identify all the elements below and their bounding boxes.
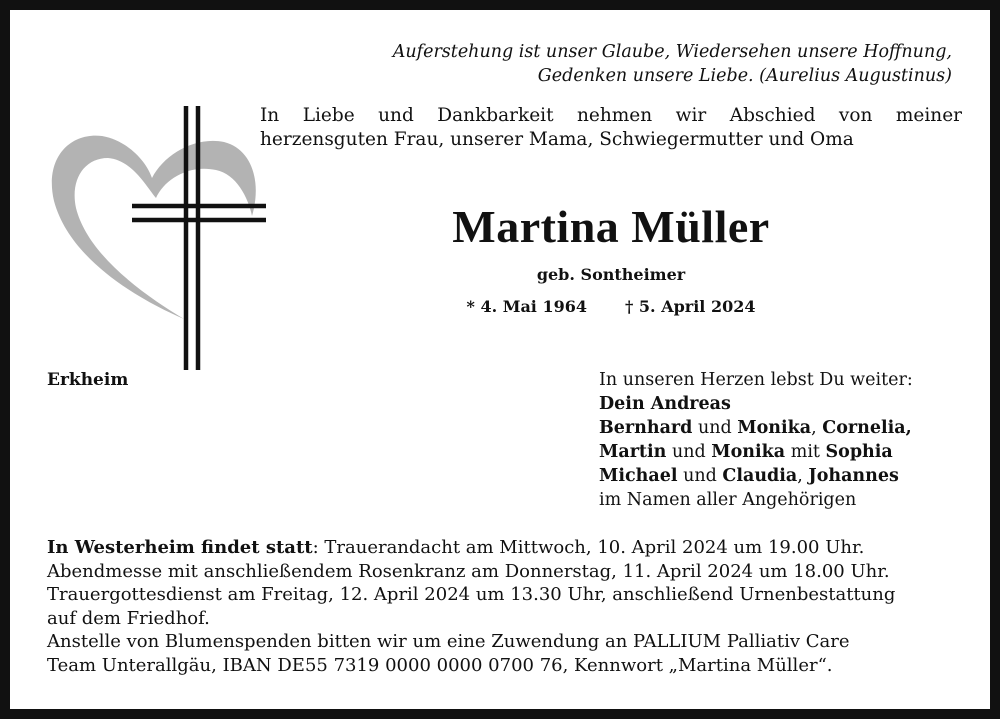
mourner-name: Sophia xyxy=(825,442,893,462)
heart-shape xyxy=(52,136,256,319)
place-name: Erkheim xyxy=(47,370,129,390)
intro-line-2: herzensguten Frau, unserer Mama, Schwiegermutter und Oma xyxy=(260,129,854,150)
service-text: : Trauerandacht am Mittwoch, 10. April 2024 um 19.00 Uhr. xyxy=(312,537,865,558)
connector-text: und xyxy=(666,442,712,462)
service-details xyxy=(47,536,977,677)
mourner-name: Cornelia, xyxy=(822,418,912,438)
quote-line-2: Gedenken unsere Liebe. (Aurelius Augustinus) xyxy=(537,66,952,86)
mourner-name: Monika xyxy=(711,442,786,462)
connector-text: und xyxy=(692,418,738,438)
mourners-line-1 xyxy=(599,392,913,416)
cross-shape xyxy=(132,106,266,370)
mourner-name: Monika xyxy=(737,418,812,438)
service-line-6: Team Unterallgäu, IBAN DE55 7319 0000 0000 0700 76, Kennwort „Martina Müller“. xyxy=(47,654,833,676)
connector-text: , xyxy=(797,466,809,486)
mourners-line-4 xyxy=(599,464,913,488)
connector-text: , xyxy=(811,418,823,438)
service-heading: In Westerheim findet statt xyxy=(47,537,313,558)
memorial-quote xyxy=(312,40,952,88)
connector-text: mit xyxy=(785,442,826,462)
quote-line-1: Auferstehung ist unser Glaube, Wiedersehen unsere Hoffnung, xyxy=(392,42,952,62)
mourners-list xyxy=(599,368,913,512)
farewell-intro xyxy=(260,104,962,152)
maiden-name: geb. Sontheimer xyxy=(536,265,686,284)
mourners-line-3 xyxy=(599,440,913,464)
mourners-lead: In unseren Herzen lebst Du weiter: xyxy=(599,370,913,390)
heart-cross-icon xyxy=(46,96,268,374)
death-date: † 5. April 2024 xyxy=(624,297,756,316)
mourner-name: Claudia xyxy=(722,466,798,486)
mourners-line-2 xyxy=(599,416,913,440)
service-line-3: Trauergottesdienst am Freitag, 12. April 2024 um 13.30 Uhr, anschließend Urnenbestattung xyxy=(47,584,896,605)
service-line-5: Anstelle von Blumenspenden bitten wir um eine Zuwendung an PALLIUM Palliativ Care xyxy=(47,631,850,652)
service-line-4: auf dem Friedhof. xyxy=(47,607,210,629)
mourner-name: Johannes xyxy=(808,466,899,486)
connector-text: und xyxy=(677,466,723,486)
birth-date: * 4. Mai 1964 xyxy=(466,297,587,316)
mourner-name: Martin xyxy=(599,442,667,462)
intro-line-1: In Liebe und Dankbarkeit nehmen wir Abschied von meiner xyxy=(260,105,962,126)
service-line-2: Abendmesse mit anschließendem Rosenkranz am Donnerstag, 11. April 2024 um 18.00 Uhr. xyxy=(47,560,890,582)
mourner-name: Bernhard xyxy=(599,418,693,438)
mourners-closing: im Namen aller Angehörigen xyxy=(599,490,857,510)
mourner-name: Michael xyxy=(599,466,678,486)
life-dates xyxy=(260,296,962,318)
deceased-name: Martina Müller xyxy=(452,201,770,252)
mourner-name: Dein Andreas xyxy=(599,394,731,414)
service-line-1 xyxy=(47,536,977,560)
